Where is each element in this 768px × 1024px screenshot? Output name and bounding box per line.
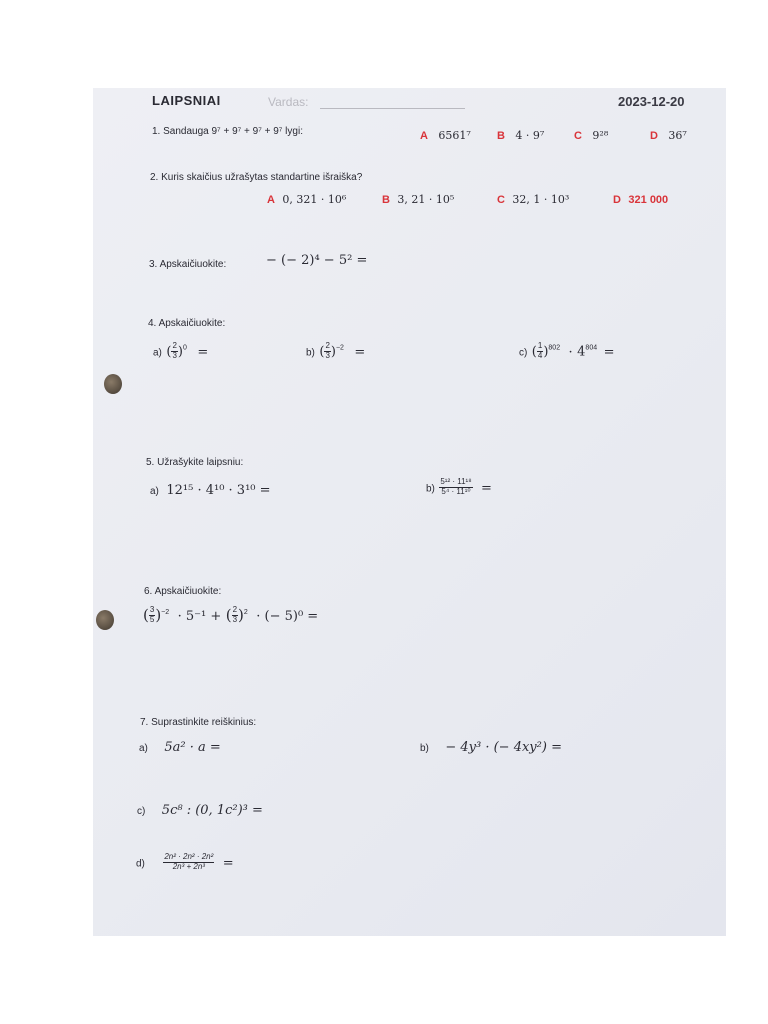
punch-hole-top <box>104 374 122 394</box>
q1-option-b: B 4 · 9⁷ <box>497 129 545 142</box>
question-7: 7. Suprastinkite reiškinius: <box>140 717 257 728</box>
q4a: a) ( $\frac{2}{3}$ )$^0$ = <box>153 341 209 360</box>
q2-option-b: B 3, 21 · 10⁵ <box>382 193 455 206</box>
q7a: a) 5a² · a = <box>139 740 221 755</box>
q4a-fraction: $\frac{2}{3}$ <box>172 341 177 360</box>
question-5: 5. Užrašykite laipsniu: <box>146 457 244 468</box>
q1-option-d: D 36⁷ <box>650 129 687 142</box>
q7b: b) − 4y³ · (− 4xy²) = <box>420 740 562 755</box>
q2-option-d: D 321 000 <box>613 194 669 206</box>
question-3: 3. Apskaičiuokite: <box>149 259 227 270</box>
q1-option-c: C 9²⁸ <box>574 129 609 142</box>
q4b: b) ( $\frac{2}{3}$ )$^{-2}$ = <box>306 341 366 360</box>
q5a: a) 12¹⁵ · 4¹⁰ · 3¹⁰ = <box>150 483 271 498</box>
date: 2023-12-20 <box>618 94 685 109</box>
worksheet-paper <box>93 88 726 936</box>
q5b-fraction: $\frac{\text{5¹² · 11¹⁸}}{\text{5⁴ · 11¹⁰}}$ <box>440 477 472 496</box>
q6-fraction-1: $\frac{3}{5}$ <box>149 605 155 625</box>
q1-option-a: A 6561⁷ <box>420 129 471 142</box>
q2-option-c: C 32, 1 · 10³ <box>497 193 570 206</box>
question-1: 1. Sandauga 9⁷ + 9⁷ + 9⁷ + 9⁷ lygi: <box>152 126 303 137</box>
q4c-fraction: $\frac{1}{4}$ <box>537 341 543 360</box>
question-2: 2. Kuris skaičius užrašytas standartine išraiška? <box>150 172 363 183</box>
question-4: 4. Apskaičiuokite: <box>148 318 226 329</box>
name-label: Vardas: <box>268 95 309 109</box>
page-title: LAIPSNIAI <box>152 93 221 108</box>
name-underline <box>320 108 465 109</box>
q7d: d) $\frac{\text{2n² · 2n² · 2n²}}{\text{2n³ + 2n³}}$ = <box>136 852 234 871</box>
q7d-fraction: $\frac{\text{2n² · 2n² · 2n²}}{\text{2n³ + 2n³}}$ <box>164 852 214 871</box>
question-6: 6. Apskaičiuokite: <box>144 586 222 597</box>
q4b-fraction: $\frac{2}{3}$ <box>325 341 330 360</box>
q2-option-a: A 0, 321 · 10⁶ <box>267 193 347 206</box>
q6-expression: ( $\frac{3}{5}$ )$^{-2}$ · 5⁻¹ + ( $\frac{2}{3}$ )$^2$ · (− 5)⁰ = <box>143 605 319 625</box>
q5b: b) $\frac{\text{5¹² · 11¹⁸}}{\text{5⁴ · 11¹⁰}}$ = <box>426 477 492 496</box>
q4c: c) ( $\frac{1}{4}$ )$^{802} \cdot 4^{804}$ = <box>519 341 615 360</box>
q3-expression: − (− 2)⁴ − 5² = <box>266 253 368 268</box>
q7c: c) 5c⁸ : (0, 1c²)³ = <box>137 803 263 818</box>
punch-hole-bottom <box>96 610 114 630</box>
q6-fraction-2: $\frac{2}{3}$ <box>232 605 238 625</box>
